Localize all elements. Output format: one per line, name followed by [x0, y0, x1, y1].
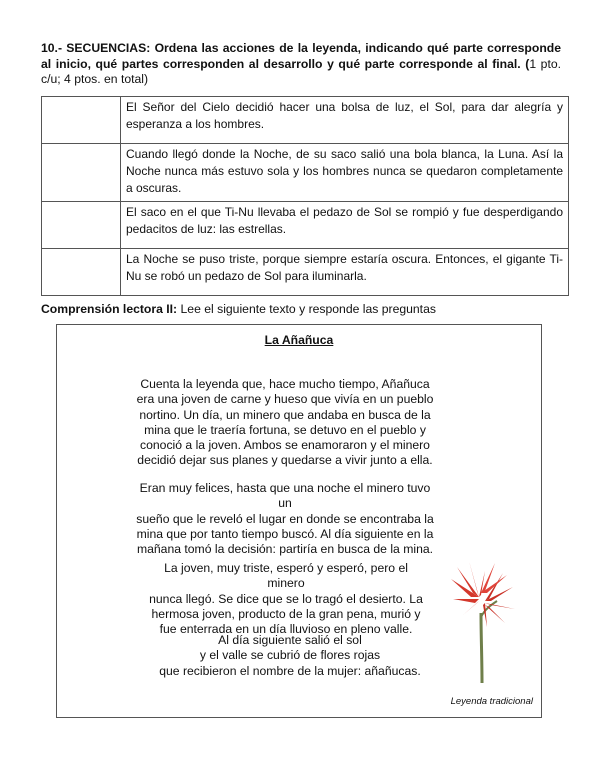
sequence-answer-cell[interactable] [42, 249, 121, 296]
story-line: que recibieron el nombre de la mujer: añañucas. [159, 663, 421, 678]
story-line: era una joven de carne y hueso que vivía en un pueblo [136, 392, 434, 407]
sequence-text: El Señor del Cielo decidió hacer una bolsa de luz, el Sol, para dar alegría y esperanza a los hombres. [121, 97, 569, 144]
story-paragraph [145, 561, 427, 637]
story-line: mina que le traería fortuna, se detuvo en el pueblo y [144, 422, 426, 437]
story-line: mina que por tanto tiempo buscó. Al día siguiente en la [136, 526, 434, 541]
sequence-answer-cell[interactable] [42, 97, 121, 144]
story-line: Al día siguiente salió el sol [218, 633, 362, 647]
anañuca-flower-illustration [445, 557, 517, 685]
comprehension-instruction: Lee el siguiente texto y responde las preguntas [177, 302, 436, 316]
flower-bloom-left [451, 561, 485, 615]
question-instruction: Ordena las acciones de la leyenda, indicando qué parte corresponde al inicio, qué partes corresponden al desarrollo y qué parte corresponde al final. ( [41, 41, 561, 71]
story-line: y el valle se cubrió de flores rojas [199, 648, 381, 663]
story-line: hermosa joven, producto de la gran pena, murió y [151, 606, 421, 621]
story-credit: Leyenda tradicional [450, 696, 533, 707]
story-paragraph [135, 481, 435, 557]
sequence-row [42, 144, 569, 202]
sequence-answer-cell[interactable] [42, 202, 121, 249]
story-line: Eran muy felices, hasta que una noche el minero tuvo un [139, 481, 431, 511]
story-paragraph [135, 377, 435, 469]
story-title: La Añañuca [264, 333, 334, 347]
story-paragraph [145, 633, 435, 679]
sequence-answer-cell[interactable] [42, 144, 121, 202]
story-line: sueño que le reveló el lugar en donde se encontraba la [136, 511, 434, 526]
sequence-text: Cuando llegó donde la Noche, de su saco salió una bola blanca, la Luna. Así la Noche nunca más estuvo sola y los hombres nunca se quedaron completamente a oscuras. [121, 144, 569, 202]
question-number-title: 10.- SECUENCIAS: [41, 41, 151, 55]
story-line: nunca llegó. Se dice que se lo tragó el desierto. La [149, 591, 423, 606]
story-line: mañana tomó la decisión: partiría en busca de la mina. [136, 542, 434, 557]
question-heading [41, 41, 561, 88]
sequence-table [41, 96, 569, 296]
story-line: La joven, muy triste, esperó y esperó, pero el minero [164, 561, 408, 591]
sequence-row [42, 249, 569, 296]
story-line: decidió dejar sus planes y quedarse a vivir junto a ella. [137, 453, 433, 468]
sequence-row [42, 97, 569, 144]
story-line: conoció a la joven. Ambos se enamoraron y el minero [140, 438, 430, 453]
comprehension-heading [41, 302, 436, 316]
story-box [56, 324, 542, 718]
story-line: fue enterrada en un día lluvioso en pleno valle. [159, 622, 413, 637]
comprehension-label: Comprensión lectora II: [41, 302, 178, 316]
question-score: 1 pto. c/u; 4 ptos. en total) [41, 56, 562, 86]
story-line: nortino. Un día, un minero que andaba en busca de la [139, 407, 431, 422]
story-line: Cuenta la leyenda que, hace mucho tiempo, Añañuca [140, 377, 430, 391]
sequence-row [42, 202, 569, 249]
sequence-text: El saco en el que Ti-Nu llevaba el pedazo de Sol se rompió y fue desperdigando pedacitos de luz: las estrellas. [121, 202, 569, 249]
sequence-text: La Noche se puso triste, porque siempre estaría oscura. Entonces, el gigante Ti-Nu se robó un pedazo de Sol para iluminarla. [121, 249, 569, 296]
flower-stem [481, 613, 482, 683]
flower-bud-stem [481, 601, 497, 617]
